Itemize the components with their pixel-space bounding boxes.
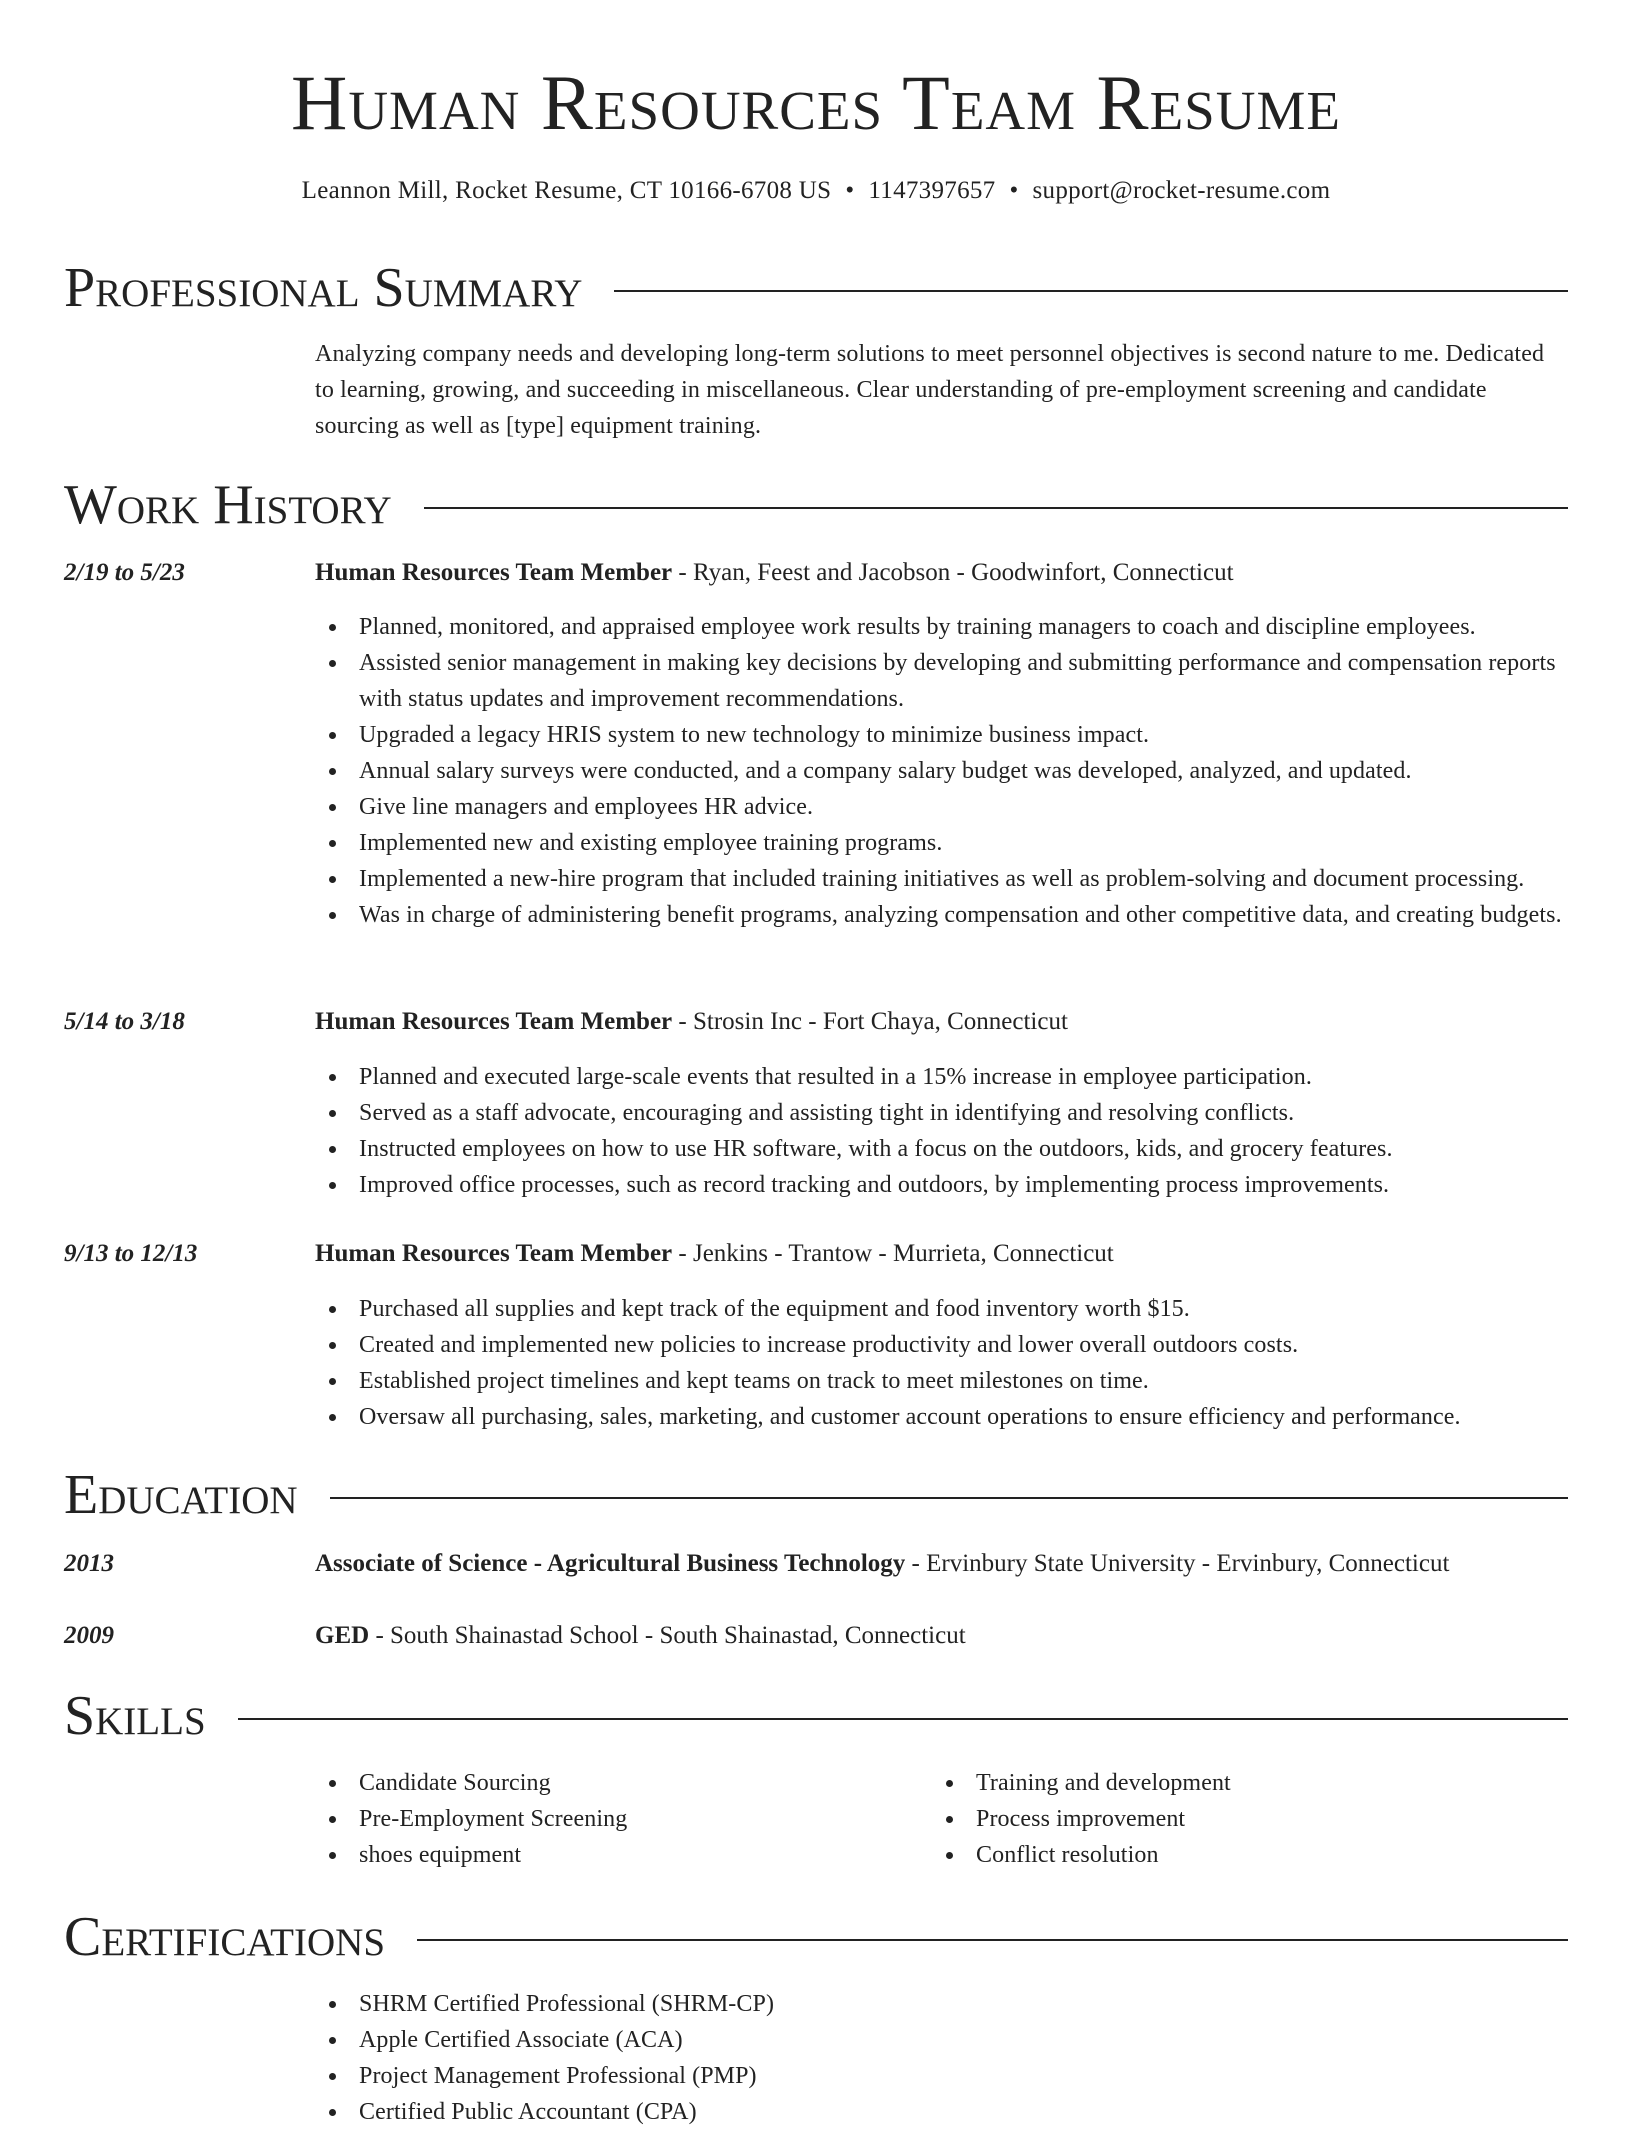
job-bullets	[315, 1291, 1568, 1435]
section-title-work-history: Work History	[64, 474, 392, 536]
job-entry	[64, 555, 1568, 591]
skill-item: Process improvement	[932, 1801, 1568, 1837]
list-item: Implemented new and existing employee training programs.	[315, 825, 1568, 861]
list-item: Assisted senior management in making key decisions by developing and submitting performance and compensation reports with status updates and improvement recommendations.	[315, 645, 1568, 717]
education-year: 2009	[64, 1622, 114, 1649]
job-heading	[315, 555, 1568, 591]
section-header-education	[64, 1462, 1568, 1528]
skill-item: Candidate Sourcing	[315, 1765, 932, 1801]
section-rule	[330, 1497, 1568, 1499]
education-degree: Associate of Science - Agricultural Business Technology	[315, 1550, 906, 1577]
education-entry	[64, 1546, 1568, 1582]
skills-list-right	[932, 1765, 1568, 1873]
section-rule	[614, 290, 1568, 292]
section-title-skills: Skills	[64, 1685, 206, 1747]
skill-item: Pre-Employment Screening	[315, 1801, 932, 1837]
skill-item: Conflict resolution	[932, 1837, 1568, 1873]
list-item: Give line managers and employees HR advice.	[315, 789, 1568, 825]
resume-title: Human Resources Team Resume	[291, 59, 1341, 146]
section-rule	[238, 1718, 1568, 1720]
summary-text: Analyzing company needs and developing long-term solutions to meet personnel objectives is second nature to me. Dedicated to learning, growing, and succeeding in miscellaneous. Clear understanding of pre-employment screening and candidate sourcing as well as [type] equipment training.	[315, 341, 1545, 439]
section-header-summary	[64, 255, 1568, 321]
contact-separator: •	[845, 177, 855, 204]
skill-item: Training and development	[932, 1765, 1568, 1801]
certification-item: SHRM Certified Professional (SHRM-CP)	[315, 1986, 1568, 2022]
section-title-education: Education	[64, 1464, 298, 1526]
job-role: Human Resources Team Member	[315, 559, 673, 586]
section-title-summary: Professional Summary	[64, 257, 583, 319]
section-header-work-history	[64, 472, 1568, 538]
education-year: 2013	[64, 1550, 114, 1577]
list-item: Improved office processes, such as record tracking and outdoors, by implementing process improvements.	[315, 1167, 1568, 1203]
job-heading	[315, 1004, 1568, 1040]
section-title-certifications: Certifications	[64, 1906, 386, 1968]
job-dates: 5/14 to 3/18	[64, 1008, 185, 1035]
section-header-skills	[64, 1683, 1568, 1749]
education-heading	[315, 1618, 1568, 1654]
job-entry	[64, 1236, 1568, 1272]
contact-email: support@rocket-resume.com	[1032, 177, 1331, 204]
certification-item: Certified Public Accountant (CPA)	[315, 2094, 1568, 2130]
education-details: - South Shainastad School - South Shainastad, Connecticut	[369, 1622, 966, 1649]
list-item: Created and implemented new policies to increase productivity and lower overall outdoors costs.	[315, 1327, 1568, 1363]
job-dates: 2/19 to 5/23	[64, 559, 185, 586]
list-item: Served as a staff advocate, encouraging and assisting tight in identifying and resolving conflicts.	[315, 1095, 1568, 1131]
contact-phone: 1147397657	[868, 177, 996, 204]
education-details: - Ervinbury State University - Ervinbury, Connecticut	[905, 1550, 1450, 1577]
education-heading	[315, 1546, 1568, 1582]
job-role: Human Resources Team Member	[315, 1008, 673, 1035]
list-item: Instructed employees on how to use HR software, with a focus on the outdoors, kids, and grocery features.	[315, 1131, 1568, 1167]
job-details: - Jenkins - Trantow - Murrieta, Connecticut	[672, 1240, 1114, 1267]
certification-item: Apple Certified Associate (ACA)	[315, 2022, 1568, 2058]
contact-line	[0, 175, 1632, 207]
list-item: Established project timelines and kept teams on track to meet milestones on time.	[315, 1363, 1568, 1399]
contact-separator: •	[1009, 177, 1019, 204]
job-details: - Strosin Inc - Fort Chaya, Connecticut	[672, 1008, 1068, 1035]
list-item: Was in charge of administering benefit programs, analyzing compensation and other competitive data, and creating budgets.	[315, 897, 1568, 933]
list-item: Purchased all supplies and kept track of the equipment and food inventory worth $15.	[315, 1291, 1568, 1327]
certifications-list	[315, 1986, 1568, 2130]
list-item: Planned and executed large-scale events that resulted in a 15% increase in employee participation.	[315, 1059, 1568, 1095]
job-bullets	[315, 609, 1568, 933]
job-heading	[315, 1236, 1568, 1272]
job-role: Human Resources Team Member	[315, 1240, 673, 1267]
education-degree: GED	[315, 1622, 370, 1649]
section-rule	[424, 507, 1568, 509]
job-dates: 9/13 to 12/13	[64, 1240, 198, 1267]
list-item: Implemented a new-hire program that included training initiatives as well as problem-solving and document processing.	[315, 861, 1568, 897]
list-item: Planned, monitored, and appraised employee work results by training managers to coach and discipline employees.	[315, 609, 1568, 645]
skills-list-left	[315, 1765, 932, 1873]
section-header-certifications	[64, 1904, 1568, 1970]
certification-item: Project Management Professional (PMP)	[315, 2058, 1568, 2094]
section-rule	[417, 1939, 1568, 1941]
job-entry	[64, 1004, 1568, 1040]
contact-address: Leannon Mill, Rocket Resume, CT 10166-6708 US	[301, 177, 832, 204]
list-item: Annual salary surveys were conducted, and a company salary budget was developed, analyzed, and updated.	[315, 753, 1568, 789]
job-details: - Ryan, Feest and Jacobson - Goodwinfort, Connecticut	[672, 559, 1234, 586]
job-bullets	[315, 1059, 1568, 1203]
education-entry	[64, 1618, 1568, 1654]
list-item: Upgraded a legacy HRIS system to new technology to minimize business impact.	[315, 717, 1568, 753]
list-item: Oversaw all purchasing, sales, marketing, and customer account operations to ensure efficiency and performance.	[315, 1399, 1568, 1435]
skill-item: shoes equipment	[315, 1837, 932, 1873]
